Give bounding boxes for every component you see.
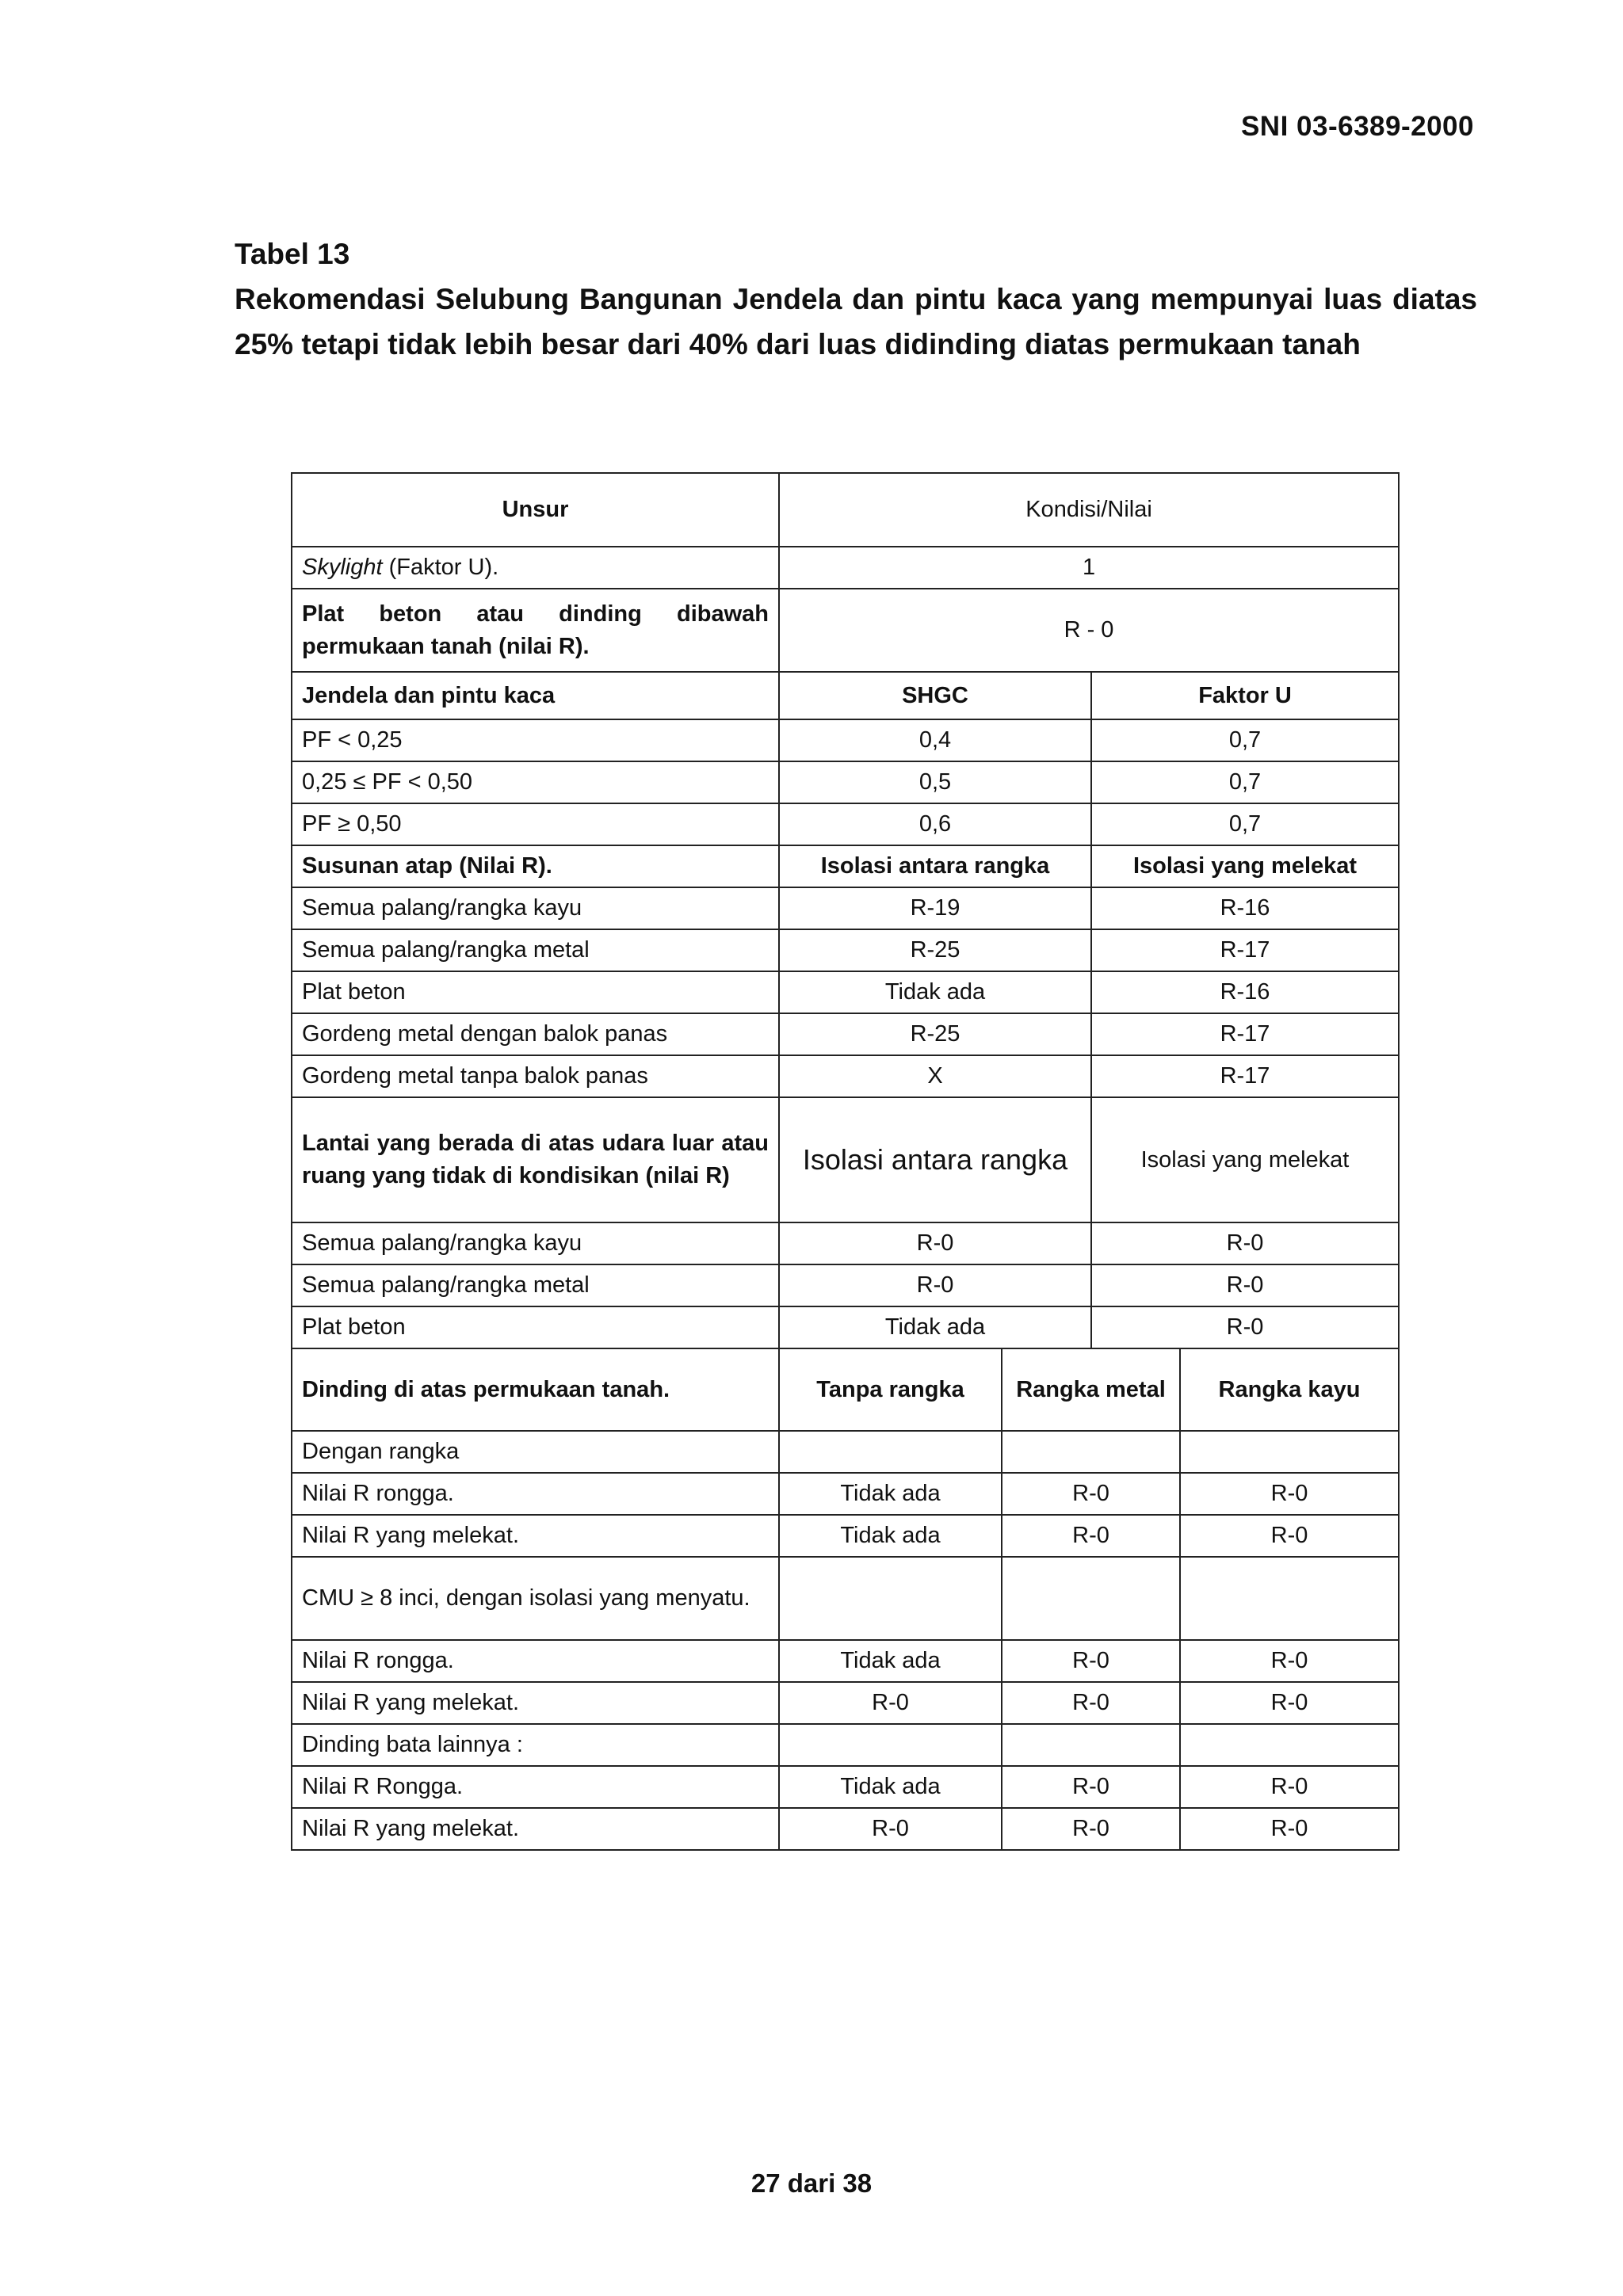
row-value: Tidak ada [779,1766,1002,1808]
dinding-header-row [292,1348,1399,1431]
row-value: 0,7 [1091,761,1399,803]
row-label: Nilai R rongga. [292,1640,779,1682]
dinding-header-col2: Rangka metal [1002,1348,1180,1431]
row-label: Plat beton [292,971,779,1013]
row-value: R-16 [1091,971,1399,1013]
row-value: Tidak ada [779,971,1091,1013]
row-label: Plat beton [292,1306,779,1348]
row-label: Nilai R yang melekat. [292,1682,779,1724]
row-value: R-0 [1002,1473,1180,1515]
table-row [292,971,1399,1013]
row-value: Tidak ada [779,1640,1002,1682]
row-value: R-0 [779,1808,1002,1850]
table-row [292,929,1399,971]
jendela-header-label: Jendela dan pintu kaca [292,672,779,719]
table-row [292,761,1399,803]
jendela-header-faktor-u: Faktor U [1091,672,1399,719]
row-label: PF ≥ 0,50 [292,803,779,845]
dinding-header-label: Dinding di atas permukaan tanah. [292,1348,779,1431]
row-value: R-0 [1002,1682,1180,1724]
lantai-header-row [292,1097,1399,1222]
row-value: Tidak ada [779,1515,1002,1557]
document-code: SNI 03-6389-2000 [1240,111,1474,142]
row-value: R-0 [779,1264,1091,1306]
row-value: R-25 [779,929,1091,971]
table-row [292,1682,1399,1724]
row-value: R-0 [1180,1682,1399,1724]
row-label: Semua palang/rangka kayu [292,887,779,929]
row-value: R-0 [1091,1264,1399,1306]
jendela-header-row [292,672,1399,719]
row-value: R-0 [1002,1640,1180,1682]
jendela-header-shgc: SHGC [779,672,1091,719]
row-value: R-0 [1180,1766,1399,1808]
lantai-header-col2: Isolasi yang melekat [1091,1097,1399,1222]
row-label: Gordeng metal tanpa balok panas [292,1055,779,1097]
row-value: R-17 [1091,1055,1399,1097]
row-value: R-0 [1002,1515,1180,1557]
row-value: R-0 [1091,1306,1399,1348]
group-row [292,1557,1399,1640]
row-value: 0,7 [1091,803,1399,845]
atap-header-row [292,845,1399,887]
row-value: R-16 [1091,887,1399,929]
table-title: Rekomendasi Selubung Bangunan Jendela dan pintu kaca yang mempunyai luas diatas 25% tetapi tidak lebih besar dari 40% dari luas didinding diatas permukaan tanah [235,283,1477,360]
atap-header-col1: Isolasi antara rangka [779,845,1091,887]
table-row [292,1808,1399,1850]
dinding-header-col3: Rangka kayu [1180,1348,1399,1431]
lantai-header-col1: Isolasi antara rangka [779,1097,1091,1222]
row-value: R-0 [779,1682,1002,1724]
skylight-label: Skylight (Faktor U). [292,547,779,589]
row-value: 0,4 [779,719,1091,761]
table-row [292,719,1399,761]
group-row [292,1724,1399,1766]
plat-bawah-value: R - 0 [779,589,1399,672]
row-label: Nilai R yang melekat. [292,1515,779,1557]
group-row [292,1431,1399,1473]
group-label: Dinding bata lainnya : [292,1724,779,1766]
table-row [292,1640,1399,1682]
row-value: R-17 [1091,929,1399,971]
row-value: R-0 [1002,1808,1180,1850]
row-value: R-17 [1091,1013,1399,1055]
table-row [292,887,1399,929]
row-value: Tidak ada [779,1473,1002,1515]
table-row [292,803,1399,845]
row-value: R-0 [1180,1808,1399,1850]
row-label: Semua palang/rangka metal [292,929,779,971]
header-unsur: Unsur [292,473,779,547]
row-value: R-0 [1002,1766,1180,1808]
row-value: Tidak ada [779,1306,1091,1348]
lantai-header-label: Lantai yang berada di atas udara luar atau ruang yang tidak di kondisikan (nilai R) [292,1097,779,1222]
table-row [292,1055,1399,1097]
row-label: Nilai R rongga. [292,1473,779,1515]
table-row [292,1222,1399,1264]
skylight-value: 1 [779,547,1399,589]
row-label: Semua palang/rangka metal [292,1264,779,1306]
table-row [292,1306,1399,1348]
page-number: 27 dari 38 [750,2168,873,2198]
row-value: R-0 [1180,1515,1399,1557]
dinding-header-col1: Tanpa rangka [779,1348,1002,1431]
row-label: Semua palang/rangka kayu [292,1222,779,1264]
table-caption [235,231,1477,367]
header-kondisi-nilai: Kondisi/Nilai [779,473,1399,547]
row-label: PF < 0,25 [292,719,779,761]
group-label: Dengan rangka [292,1431,779,1473]
table-row [292,1264,1399,1306]
row-value: 0,6 [779,803,1091,845]
table-row [292,1013,1399,1055]
row-value: 0,5 [779,761,1091,803]
row-label: 0,25 ≤ PF < 0,50 [292,761,779,803]
row-value: R-0 [1180,1640,1399,1682]
table-row [292,1515,1399,1557]
table-row [292,1473,1399,1515]
table-row [292,1766,1399,1808]
row-label: Nilai R yang melekat. [292,1808,779,1850]
table-header-row [292,473,1399,547]
row-label: Gordeng metal dengan balok panas [292,1013,779,1055]
plat-bawah-label: Plat beton atau dinding dibawah permukaan tanah (nilai R). [292,589,779,672]
row-value: X [779,1055,1091,1097]
skylight-term: Skylight [302,555,383,581]
row-value: R-19 [779,887,1091,929]
table-number: Tabel 13 [235,238,350,270]
row-value: R-0 [1091,1222,1399,1264]
envelope-recommendation-table [291,472,1400,1851]
atap-header-col2: Isolasi yang melekat [1091,845,1399,887]
atap-header-label: Susunan atap (Nilai R). [292,845,779,887]
row-value: R-25 [779,1013,1091,1055]
row-label: Nilai R Rongga. [292,1766,779,1808]
plat-bawah-row [292,589,1399,672]
group-label: CMU ≥ 8 inci, dengan isolasi yang menyatu. [292,1557,779,1640]
skylight-row [292,547,1399,589]
row-value: 0,7 [1091,719,1399,761]
row-value: R-0 [1180,1473,1399,1515]
row-value: R-0 [779,1222,1091,1264]
